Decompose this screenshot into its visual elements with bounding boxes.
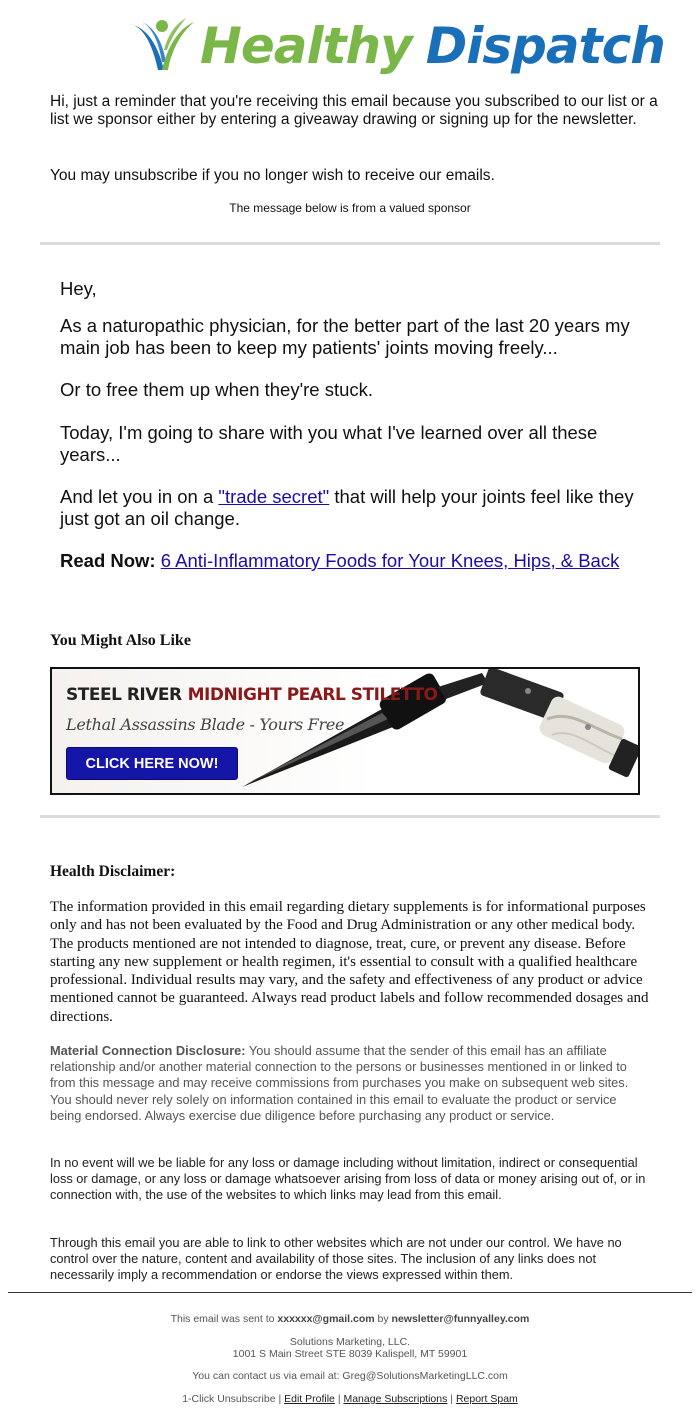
footer-separator: | bbox=[275, 1393, 285, 1405]
recipient-email: xxxxxx@gmail.com bbox=[277, 1313, 375, 1325]
liability-notice: In no event will we be liable for any loss or damage including without limitation, indirect or consequential loss or damage, or any loss or damage whatsoever arising from loss of data or money arising out of, or in connection with, the use of the websites to which links may lead from this email. bbox=[50, 1155, 646, 1203]
letter-paragraph-1: As a naturopathic physician, for the better part of the last 20 years my main job has been to keep my patients' joints moving freely... bbox=[60, 315, 630, 358]
edit-profile-link[interactable]: Edit Profile bbox=[284, 1393, 335, 1405]
footer-links bbox=[0, 1393, 700, 1405]
trade-secret-link[interactable]: "trade secret" bbox=[218, 486, 330, 507]
read-now-link[interactable]: 6 Anti-Inflammatory Foods for Your Knees, Hips, & Back bbox=[160, 550, 620, 571]
email-header bbox=[0, 0, 700, 86]
ad-subtitle: Lethal Assassins Blade - Yours Free bbox=[66, 715, 345, 734]
material-connection-disclosure bbox=[50, 1043, 650, 1124]
letter-p4-after: that will help your joints feel like they just got an oil change. bbox=[60, 486, 634, 529]
health-disclaimer-title: Health Disclaimer: bbox=[50, 863, 176, 880]
ad-title-product: MIDNIGHT PEARL STILETTO bbox=[187, 685, 438, 705]
footer-divider bbox=[8, 1292, 692, 1293]
brand-name-healthy: Healthy bbox=[200, 17, 412, 75]
ad-title-brand: STEEL RIVER bbox=[66, 685, 182, 705]
also-like-heading: You Might Also Like bbox=[50, 632, 191, 649]
letter-p4-before: And let you in on a bbox=[60, 486, 219, 507]
sent-by: by bbox=[374, 1313, 392, 1325]
external-links-notice: Through this email you are able to link to other websites which are not under our control. We have no control over the nature, content and availability of those sites. The inclusion of any links does not necessarily imply a recommendation or endorse the views expressed within them. bbox=[50, 1235, 622, 1283]
footer-contact: You can contact us via email at: Greg@SolutionsMarketingLLC.com bbox=[192, 1370, 508, 1382]
sent-prefix: This email was sent to bbox=[170, 1313, 278, 1325]
footer-separator: | bbox=[447, 1393, 456, 1405]
section-divider bbox=[40, 242, 660, 245]
health-disclaimer-body: The information provided in this email regarding dietary supplements is for informational purposes only and has not been evaluated by the Food and Drug Administration or any other medical body. The products mentioned are not intended to diagnose, treat, cure, or prevent any disease. Before starting any new supplement or health regimen, it's essential to consult with a qualified healthcare professional. Individual results may vary, and the safety and effectiveness of any product or advice mentioned cannot be guaranteed. Always read product labels and follow recommended dosages and directions. bbox=[50, 899, 649, 1025]
sender-email: newsletter@funnyalley.com bbox=[391, 1313, 530, 1325]
letter-paragraph-3: Today, I'm going to share with you what I've learned over all these years... bbox=[60, 422, 598, 465]
click-here-now-button[interactable]: CLICK HERE NOW! bbox=[66, 747, 238, 780]
section-divider bbox=[40, 815, 660, 818]
unsubscribe-note: You may unsubscribe if you no longer wish to receive our emails. bbox=[50, 167, 495, 184]
letter-paragraph-2: Or to free them up when they're stuck. bbox=[60, 379, 374, 400]
footer-separator: | bbox=[334, 1393, 344, 1405]
knife-ad-banner[interactable] bbox=[50, 667, 640, 795]
manage-subscriptions-link[interactable]: Manage Subscriptions bbox=[343, 1393, 448, 1405]
intro-section bbox=[50, 93, 660, 184]
footer-sent-to bbox=[0, 1313, 700, 1325]
read-now-line bbox=[60, 550, 650, 572]
ad-title bbox=[66, 685, 437, 705]
brand-name-dispatch: Dispatch bbox=[425, 17, 665, 75]
report-spam-link[interactable]: Report Spam bbox=[455, 1393, 518, 1405]
brand-logo[interactable] bbox=[128, 10, 665, 82]
material-connection-label: Material Connection Disclosure: bbox=[50, 1043, 246, 1058]
one-click-unsubscribe-link[interactable]: 1-Click Unsubscribe bbox=[182, 1393, 276, 1405]
subscription-reminder: Hi, just a reminder that you're receiving this email because you subscribed to our list or a list we sponsor either by entering a giveaway drawing or signing up for the newsletter. bbox=[50, 93, 658, 128]
letter-paragraph-4 bbox=[60, 486, 650, 530]
footer-company: Solutions Marketing, LLC. bbox=[289, 1336, 411, 1348]
letter-greeting: Hey, bbox=[60, 278, 97, 299]
sponsor-note: The message below is from a valued sponsor bbox=[229, 201, 471, 215]
stylized-v-person-icon bbox=[128, 16, 196, 76]
material-connection-body: You should assume that the sender of this email has an affiliate relationship and/or another material connection to the persons or businesses mentioned in or linked to from this message and may receive commissions from purchases you make on subsequent web sites. You should never rely solely on information contained in this email to evaluate the product or service being endorsed. Always exercise due diligence before purchasing any product or service. bbox=[50, 1043, 629, 1123]
read-now-label: Read Now: bbox=[60, 550, 156, 571]
footer-address: 1001 S Main Street STE 8039 Kalispell, MT 59901 bbox=[232, 1348, 468, 1360]
